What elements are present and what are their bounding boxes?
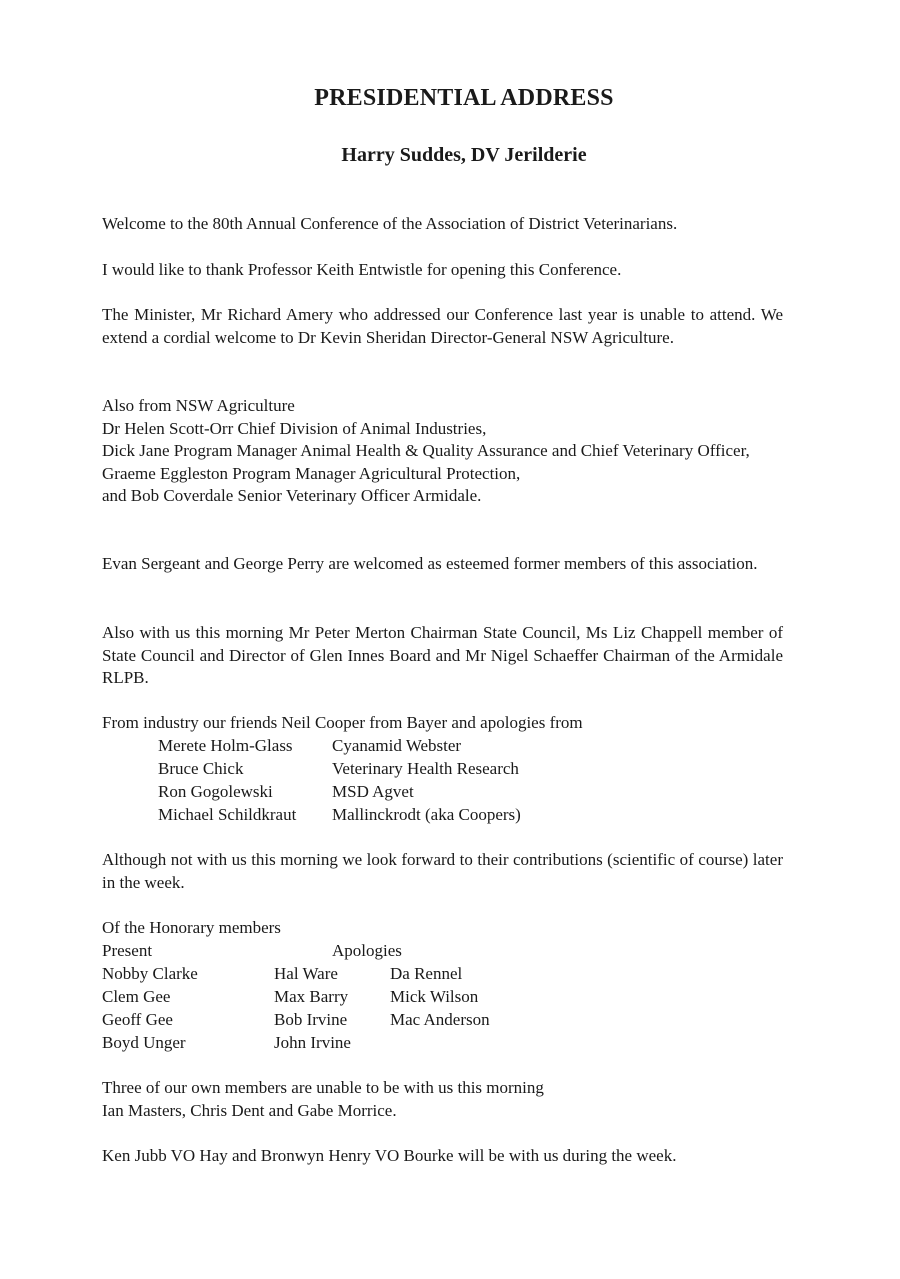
contributions-paragraph: Although not with us this morning we look forward to their contributions (scientific of course) later in the week. — [102, 850, 783, 892]
industry-org: Mallinckrodt (aka Coopers) — [332, 805, 521, 824]
absent-line: Ian Masters, Chris Dent and Gabe Morrice. — [102, 1100, 397, 1120]
industry-name: Michael Schildkraut — [158, 805, 297, 824]
honorary-heading: Of the Honorary members — [102, 918, 281, 937]
guests-paragraph: Also with us this morning Mr Peter Merton Chairman State Council, Ms Liz Chappell member of State Council and Director of Glen Innes Board and Mr Nigel Schaeffer Chairman of the Armidale RLPB. — [102, 623, 783, 687]
industry-org: Cyanamid Webster — [332, 736, 462, 755]
apology-member: John Irvine — [274, 1033, 351, 1052]
industry-org: Veterinary Health Research — [332, 759, 519, 778]
closing-paragraph: Ken Jubb VO Hay and Bronwyn Henry VO Bourke will be with us during the week. — [102, 1146, 677, 1165]
nsw-agriculture-list — [102, 395, 783, 508]
page-title: PRESIDENTIAL ADDRESS — [314, 85, 614, 111]
nsw-line: and Bob Coverdale Senior Veterinary Officer Armidale. — [102, 486, 482, 505]
nsw-line: Dr Helen Scott-Orr Chief Division of Animal Industries, — [102, 418, 487, 438]
absent-line: Three of our own members are unable to be with us this morning — [102, 1078, 544, 1097]
apology-member: Max Barry — [274, 987, 349, 1006]
industry-name: Merete Holm-Glass — [158, 736, 293, 755]
minister-paragraph: The Minister, Mr Richard Amery who addressed our Conference last year is unable to attend. We extend a cordial welcome to Dr Kevin Sheridan Director-General NSW Agriculture. — [102, 305, 783, 347]
present-member: Geoff Gee — [102, 1010, 173, 1029]
nsw-line: Also from NSW Agriculture — [102, 396, 295, 415]
present-label: Present — [102, 941, 153, 960]
industry-org: MSD Agvet — [332, 782, 414, 801]
apology-member: Da Rennel — [390, 964, 463, 983]
present-member: Boyd Unger — [102, 1033, 186, 1052]
industry-name: Ron Gogolewski — [158, 782, 273, 801]
absent-members — [102, 1077, 544, 1122]
nsw-line: Graeme Eggleston Program Manager Agricultural Protection, — [102, 463, 521, 483]
apology-member: Bob Irvine — [274, 1010, 348, 1029]
author-line: Harry Suddes, DV Jerilderie — [341, 144, 587, 166]
former-members-paragraph: Evan Sergeant and George Perry are welcomed as esteemed former members of this association. — [102, 554, 758, 573]
thanks-paragraph: I would like to thank Professor Keith Entwistle for opening this Conference. — [102, 260, 622, 279]
present-member: Clem Gee — [102, 987, 171, 1006]
industry-intro: From industry our friends Neil Cooper from Bayer and apologies from — [102, 713, 583, 732]
industry-name: Bruce Chick — [158, 759, 244, 778]
welcome-paragraph: Welcome to the 80th Annual Conference of the Association of District Veterinarians. — [102, 214, 678, 233]
apology-member: Mick Wilson — [390, 987, 479, 1006]
nsw-line: Dick Jane Program Manager Animal Health & Quality Assurance and Chief Veterinary Officer, — [102, 441, 750, 460]
apologies-label: Apologies — [332, 941, 402, 960]
apology-member: Hal Ware — [274, 964, 338, 983]
present-member: Nobby Clarke — [102, 964, 198, 983]
apology-member: Mac Anderson — [390, 1010, 490, 1029]
